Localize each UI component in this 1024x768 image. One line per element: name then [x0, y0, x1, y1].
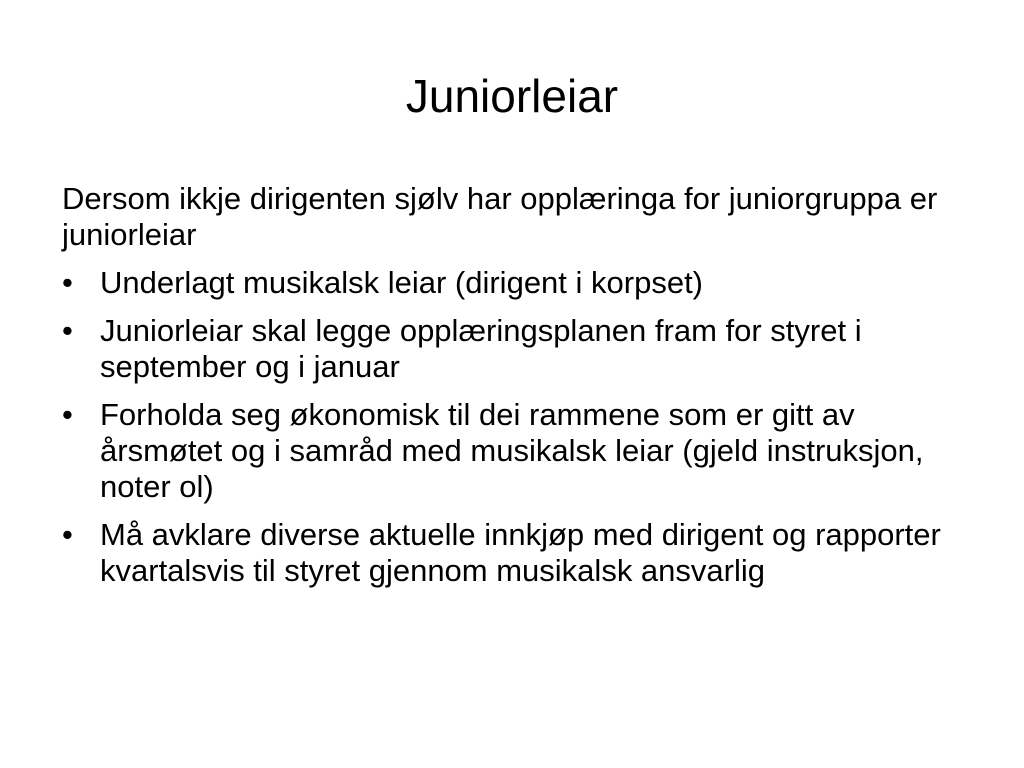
bullet-text: Underlagt musikalsk leiar (dirigent i korpset)	[100, 265, 704, 300]
bullet-list	[62, 265, 962, 589]
bullet-item	[62, 265, 962, 301]
bullet-item	[62, 517, 962, 589]
bullet-icon: •	[62, 397, 73, 432]
bullet-text: Juniorleiar skal legge opplæringsplanen fram for styret i september og i januar	[100, 313, 862, 384]
bullet-item	[62, 313, 962, 385]
slide-title: Juniorleiar	[405, 70, 619, 122]
bullet-text: Må avklare diverse aktuelle innkjøp med dirigent og rapporter kvartalsvis til styret gjennom musikalsk ansvarlig	[100, 517, 941, 588]
bullet-icon: •	[62, 265, 73, 300]
bullet-icon: •	[62, 313, 73, 348]
bullet-text: Forholda seg økonomisk til dei rammene som er gitt av årsmøtet og i samråd med musikalsk leiar (gjeld instruksjon, noter ol)	[100, 397, 924, 504]
bullet-icon: •	[62, 517, 73, 552]
bullet-item	[62, 397, 962, 505]
intro-text: Dersom ikkje dirigenten sjølv har opplæringa for juniorgruppa er juniorleiar	[62, 181, 938, 252]
slide-body	[62, 181, 962, 601]
